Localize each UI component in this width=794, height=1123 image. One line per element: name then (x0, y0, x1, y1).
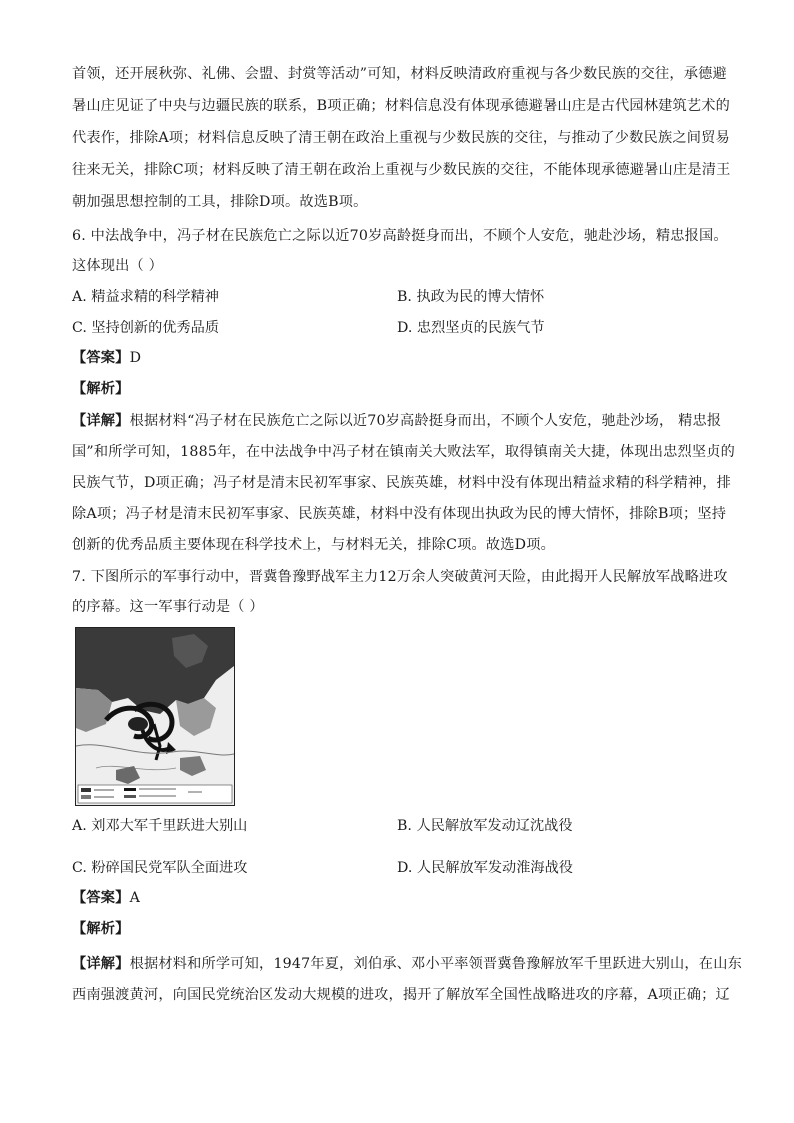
q6-detail-line: 国”和所学可知，1885年，在中法战争中冯子材在镇南关大败法军，取得镇南关大捷，体现出忠烈坚贞的 (72, 444, 736, 460)
answer-value: D (129, 350, 142, 366)
q6-option-c: C. 坚持创新的优秀品质 (72, 320, 220, 336)
q7-analysis-label (72, 919, 722, 939)
detail-text: 根据材料和所学可知，1947年夏，刘伯承、邓小平率领晋冀鲁豫解放军千里跃进大别山，在山东 (129, 956, 742, 972)
q7-option-a: A. 刘邓大军千里跃进大别山 (72, 818, 248, 834)
q6-detail-line: 除A项；冯子材是清末民初军事家、民族英雄，材料中没有体现出执政为民的博大情怀，排除B项；坚持 (72, 506, 727, 522)
q6-option-d: D. 忠烈坚贞的民族气节 (397, 320, 545, 336)
detail-label: 【详解】 (72, 956, 130, 972)
legend-swatch (124, 795, 136, 798)
q6-analysis-label (72, 379, 722, 399)
q7-option-c: C. 粉碎国民党军队全面进攻 (72, 860, 248, 876)
map-legend (78, 785, 232, 803)
question-7-stem: 7. 下图所示的军事行动中，晋冀鲁豫野战军主力12万余人突破黄河天险，由此揭开人民解放军战略进攻 (72, 569, 728, 585)
q7-detail-line (72, 954, 742, 974)
q6-detail-line: 民族气节，D项正确；冯子材是清末民初军事家、民族英雄，材料中没有体现出精益求精的科学精神，排 (72, 475, 732, 491)
paragraph-line: 往来无关，排除C项；材料反映了清王朝在政治上重视与少数民族的交往，不能体现承德避暑山庄是清王 (72, 162, 731, 178)
q6-answer (72, 348, 722, 368)
paragraph-line: 暑山庄见证了中央与边疆民族的联系，B项正确；材料信息没有体现承德避暑山庄是古代园林建筑艺术的 (72, 98, 731, 114)
question-6-stem: 这体现出（ ） (72, 258, 164, 274)
analysis-label: 【解析】 (72, 381, 130, 397)
detail-text: 根据材料“冯子材在民族危亡之际以近70岁高龄挺身而出，不顾个人安危，驰赴沙场， 精忠报 (129, 413, 722, 429)
answer-label: 【答案】 (72, 890, 130, 906)
q7-detail-line: 西南强渡黄河，向国民党统治区发动大规模的进攻，揭开了解放军全国性战略进攻的序幕，A项正确；辽 (72, 987, 730, 1003)
q6-option-a: A. 精益求精的科学精神 (72, 289, 219, 305)
q6-option-b: B. 执政为民的博大情怀 (397, 289, 545, 305)
paragraph-line: 首领，还开展秋弥、礼佛、会盟、封赏等活动”可知，材料反映清政府重视与各少数民族的交往，承德避 (72, 66, 727, 82)
paragraph-line: 朝加强思想控制的工具，排除D项。故选B项。 (72, 194, 368, 210)
legend-swatch (81, 788, 91, 792)
detail-label: 【详解】 (72, 413, 130, 429)
q7-option-b: B. 人民解放军发动辽沈战役 (397, 818, 573, 834)
paragraph-line: 代表作，排除A项；材料信息反映了清王朝在政治上重视与少数民族的交往，与推动了少数民族之间贸易 (72, 130, 730, 146)
legend-swatch (124, 788, 136, 791)
q6-detail-line: 创新的优秀品质主要体现在科学技术上，与材料无关，排除C项。故选D项。 (72, 537, 556, 553)
q7-option-d: D. 人民解放军发动淮海战役 (397, 860, 573, 876)
question-6-stem: 6. 中法战争中，冯子材在民族危亡之际以近70岁高龄挺身而出，不顾个人安危，驰赴沙场，精忠报国。 (72, 228, 728, 244)
map-graphic (76, 628, 234, 805)
q7-answer (72, 888, 722, 908)
battle-zone (128, 717, 148, 731)
answer-label: 【答案】 (72, 350, 130, 366)
legend-swatch (81, 795, 91, 799)
q6-detail-line (72, 411, 722, 431)
analysis-label: 【解析】 (72, 921, 130, 937)
answer-value: A (129, 890, 141, 906)
military-map-figure (75, 627, 235, 806)
question-7-stem: 的序幕。这一军事行动是（ ） (72, 599, 264, 615)
